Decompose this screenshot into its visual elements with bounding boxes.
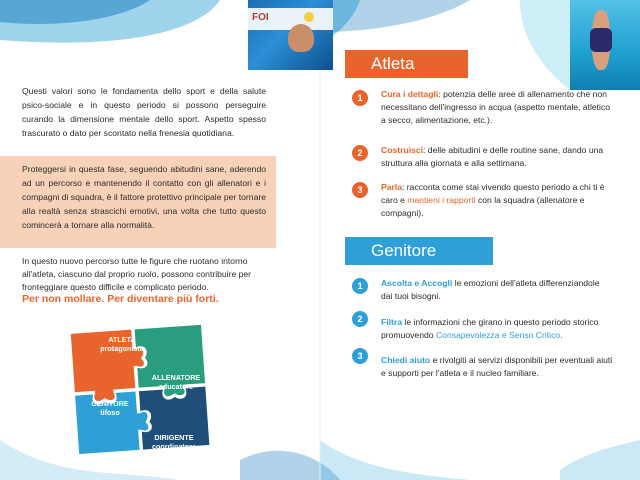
highlight-paragraph: Proteggersi in questa fase, seguendo abitudini sane, aderendo ad un percorso e mantenendo il contatto con gli allenatori e i compagni di squadra, è il fattore protettivo principale per tornare alla realtà senza strascichi emotivi, una volta che tutto questo comincerà a tornare alla normalità. — [22, 164, 266, 230]
puzzle-sublabel-dirigente: coordinatore — [152, 442, 196, 451]
genitore-number-1: 1 — [352, 278, 368, 294]
atleta-item-3-text: : racconta come stai vivendo questo periodo a chi ti è caro e — [381, 182, 605, 205]
puzzle-label-atleta: ATLETA — [108, 335, 136, 344]
wave-top-center-dark — [330, 0, 470, 32]
genitore-heading: Genitore — [345, 237, 493, 265]
genitore-item-2-text-end: . — [560, 330, 563, 340]
genitore-item-1-keyword: Ascolta e Accogli — [381, 278, 453, 288]
genitore-item-3-text: e rivolgiti ai servizi disponibili per eventuali aiuti e supporti per l'atleta e il nucleo familiare. — [381, 355, 613, 378]
genitore-number-3: 3 — [352, 348, 368, 364]
genitore-item-2 — [381, 316, 613, 342]
wave-bottom-center-light — [320, 440, 470, 480]
atleta-item-2-keyword: Costruisci — [381, 145, 424, 155]
puzzle-label-allenatore: ALLENATORE — [151, 373, 201, 382]
genitore-item-2-text: le informazioni che girano in questo periodo storico promuovendo — [381, 317, 599, 340]
puzzle-sublabel-allenatore: educatore — [158, 382, 194, 391]
photo-banner-text: FOI — [252, 12, 269, 23]
atleta-item-1-text: : potenzia delle aree di allenamento che non necessitano dell'ingresso in acqua (aspetto mentale, atletico a secco, alimentazione, etc.). — [381, 89, 611, 125]
atleta-item-3 — [381, 181, 613, 220]
intro-paragraph: Questi valori sono le fondamenta dello sport e della salute psico-sociale e in questo periodo si possono perseguire curando la dimensione mentale dello sport. Aspetto spesso trascurato o dato per scontato nella frenesia quotidiana. — [22, 86, 266, 138]
genitore-item-1-text: le emozioni dell'atleta differenziandole dai tuoi bisogni. — [381, 278, 600, 301]
photo-banner — [248, 8, 333, 30]
genitore-item-2-highlight: Consapevolezza e Senso Critico — [435, 330, 561, 340]
puzzle-sublabel-atleta: protagonista — [100, 344, 144, 353]
player-figure — [288, 24, 314, 52]
genitore-item-3-keyword: Chiedi aiuto — [381, 355, 431, 365]
atleta-item-3-highlight: mantieni i rapporti — [407, 195, 476, 205]
atleta-number-1: 1 — [352, 90, 368, 106]
genitore-item-2-keyword: Filtra — [381, 317, 403, 327]
genitore-item-3 — [381, 354, 613, 380]
slogan: Per non mollare. Per diventare più forti. — [22, 293, 219, 305]
atleta-item-2-text: : delle abitudini e delle routine sane, dando una struttura alla giornata e alla settimana. — [381, 145, 604, 168]
ball-icon — [304, 12, 314, 22]
genitore-item-1 — [381, 277, 613, 303]
wave-top-right — [520, 0, 570, 90]
water-polo-photo — [248, 0, 333, 70]
atleta-item-1-keyword: Cura i dettagli — [381, 89, 439, 99]
swimmer-photo — [570, 0, 640, 90]
atleta-item-3-keyword: Parla — [381, 182, 403, 192]
puzzle-sublabel-genitore: tifoso — [100, 408, 120, 417]
genitore-number-2: 2 — [352, 311, 368, 327]
puzzle-label-genitore: GENITORE — [91, 399, 129, 408]
atleta-number-2: 2 — [352, 145, 368, 161]
figures-paragraph: In questo nuovo percorso tutte le figure che ruotano intorno all'atleta, ciascuno dal proprio ruolo, possono contribuire per fronteggiare questo difficile e complicato periodo. — [22, 256, 252, 292]
atleta-number-3: 3 — [352, 182, 368, 198]
atleta-item-2 — [381, 144, 613, 170]
atleta-heading: Atleta — [345, 50, 468, 78]
swimsuit — [590, 28, 612, 52]
puzzle-label-dirigente: DIRIGENTE — [154, 433, 194, 442]
puzzle-graphic — [66, 318, 226, 458]
atleta-item-3-text-end: con la squadra (allenatore e compagni). — [381, 195, 585, 218]
wave-bottom-right — [560, 440, 640, 480]
atleta-item-1 — [381, 88, 613, 127]
